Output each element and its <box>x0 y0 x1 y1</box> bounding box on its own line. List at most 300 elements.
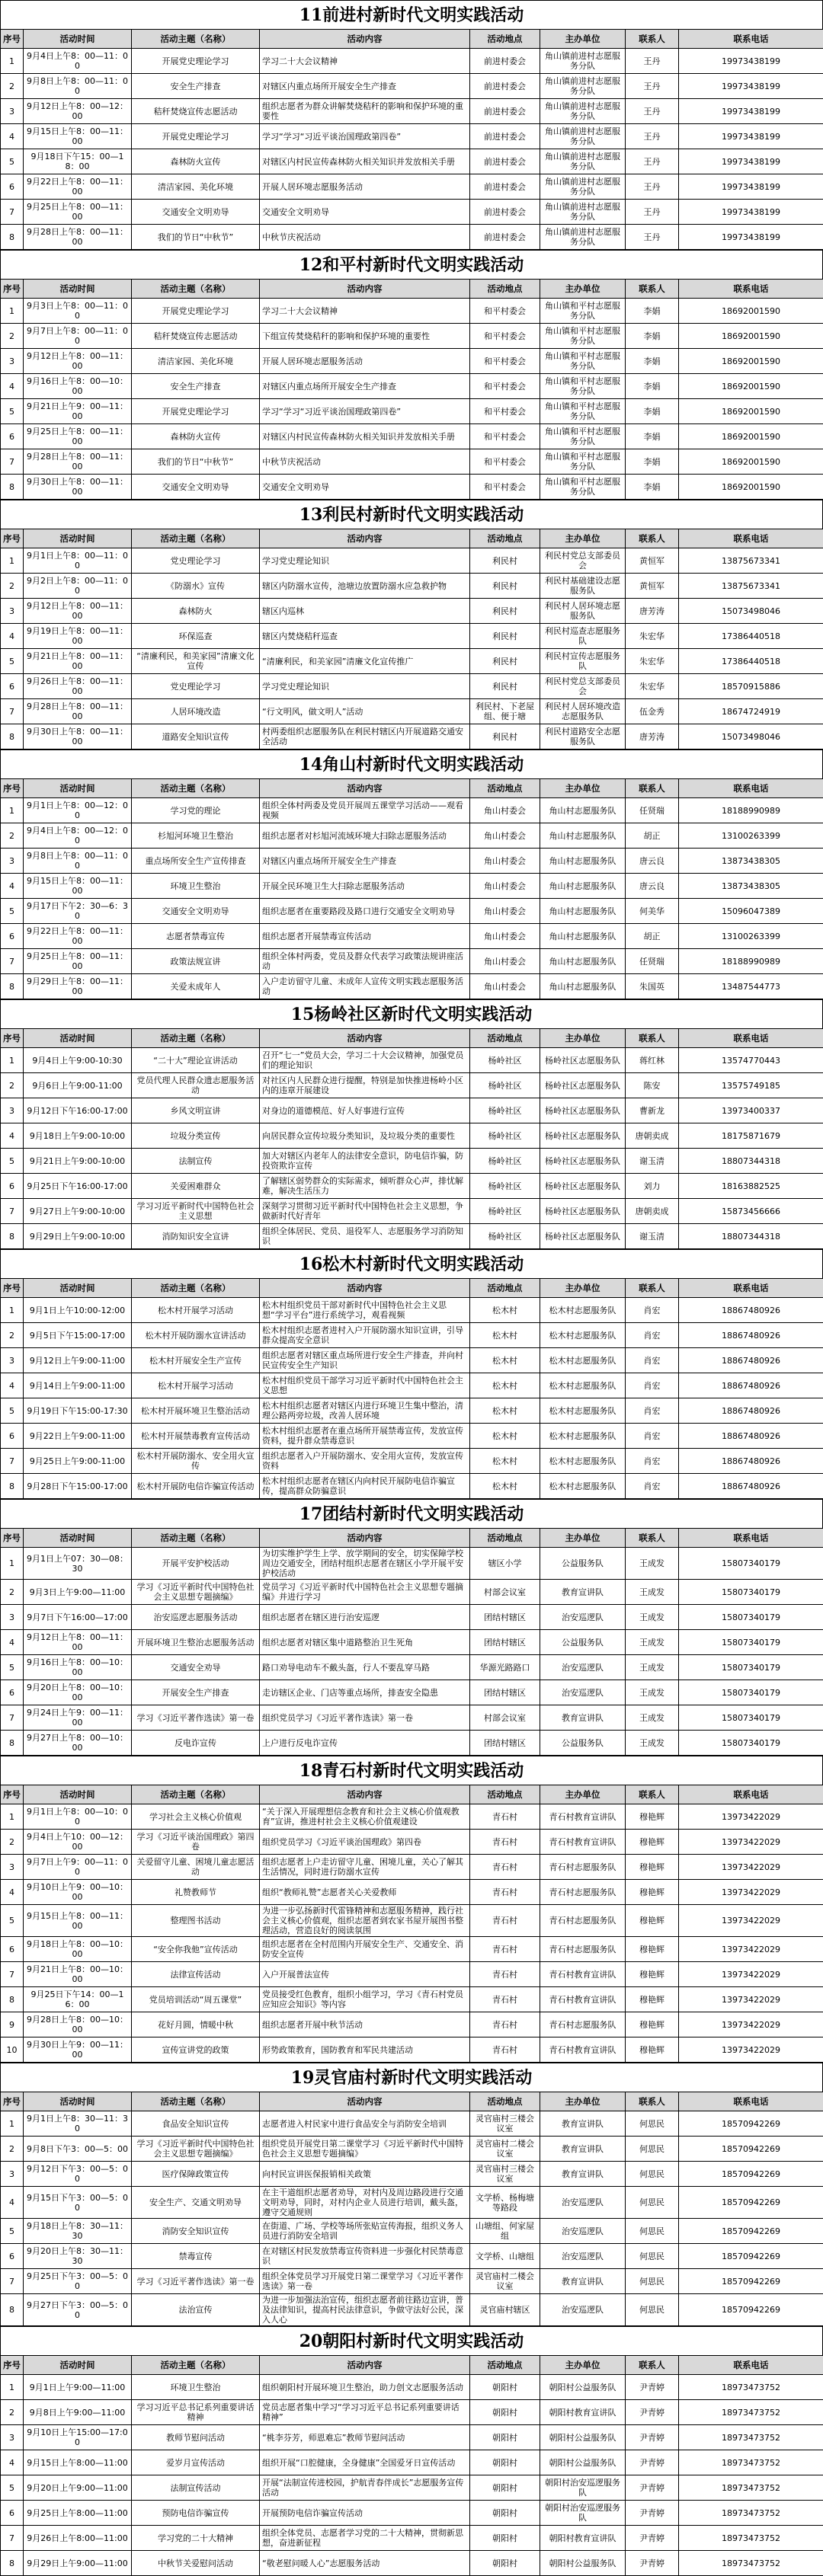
host-organization: 角山镇前进村志愿服务分队 <box>540 149 626 174</box>
activity-theme: 开展党史理论学习 <box>132 299 260 324</box>
activity-theme: 学习党的理论 <box>132 798 260 823</box>
activity-location: 团结村辖区 <box>470 1630 540 1655</box>
contact-person: 唐芳涛 <box>626 724 679 749</box>
host-organization: 治安巡逻队 <box>540 2244 626 2269</box>
activity-time: 9月18日下午15：00—18：00 <box>24 149 132 174</box>
contact-phone: 19973438199 <box>679 49 823 74</box>
activity-theme: 花好月圆，情暖中秋 <box>132 2012 260 2037</box>
schedule-table <box>0 1785 823 2063</box>
activity-time: 9月28日上午8：00—11：00 <box>24 225 132 250</box>
table-row <box>1 2244 823 2269</box>
activity-time: 9月3日上午8：00—11：00 <box>24 299 132 324</box>
section-title: 11前进村新时代文明实践活动 <box>0 0 823 29</box>
contact-person: 尹青婷 <box>626 2375 679 2400</box>
table-row <box>1 674 823 699</box>
table-row <box>1 2400 823 2425</box>
table-row <box>1 1449 823 1474</box>
activity-theme: 党员培训活动“周五课堂” <box>132 1987 260 2012</box>
table-row <box>1 649 823 674</box>
table-row <box>1 1987 823 2012</box>
host-organization: 治安巡逻队 <box>540 2294 626 2326</box>
row-number: 6 <box>1 424 24 449</box>
table-row <box>1 949 823 974</box>
activity-theme: 消防安全知识宣传 <box>132 2219 260 2244</box>
activity-location: 前进村委会 <box>470 149 540 174</box>
activity-location: 青石村 <box>470 1880 540 1905</box>
row-number: 1 <box>1 548 24 574</box>
contact-phone: 18692001590 <box>679 399 823 424</box>
row-number: 3 <box>1 1098 24 1123</box>
row-number: 4 <box>1 2187 24 2219</box>
contact-phone: 18973473752 <box>679 2425 823 2450</box>
contact-person: 谢玉清 <box>626 1149 679 1174</box>
row-number: 2 <box>1 823 24 849</box>
contact-phone: 13873438305 <box>679 849 823 874</box>
table-row <box>1 1605 823 1630</box>
activity-time: 9月19日上午8：00—11：00 <box>24 624 132 649</box>
activity-content: 组织朝阳村开展环境卫生整治，助力创文志愿服务活动 <box>260 2375 470 2400</box>
activity-content: 了解辖区弱势群众的实际需求，倾听群众心声，排忧解难，解决生活压力 <box>260 1174 470 1199</box>
activity-location: 灵官庙村三楼会议室 <box>470 2111 540 2137</box>
contact-person: 唐芳涛 <box>626 599 679 624</box>
contact-person: 尹青婷 <box>626 2551 679 2576</box>
activity-location: 角山村委会 <box>470 849 540 874</box>
activity-time: 9月28日下午15:00-17:00 <box>24 1474 132 1499</box>
column-header-row-number: 序号 <box>1 529 24 548</box>
row-number: 6 <box>1 1424 24 1449</box>
host-organization: 教育宣讲队 <box>540 1580 626 1605</box>
table-row <box>1 1323 823 1348</box>
activity-theme: 礼赞教师节 <box>132 1880 260 1905</box>
activity-location: 青石村 <box>470 1962 540 1987</box>
activity-time: 9月7日上午9：00—11：00 <box>24 1855 132 1880</box>
activity-theme: 我们的节日“中秋节” <box>132 225 260 250</box>
village-section <box>0 2326 823 2576</box>
table-row <box>1 1630 823 1655</box>
contact-phone: 18807344318 <box>679 1149 823 1174</box>
contact-person: 黄恒军 <box>626 574 679 599</box>
table-row <box>1 349 823 374</box>
activity-content: 为进一步加强法治宣传，组织志愿者前往路边宣讲，普及法律知识，提高村民法律意识，争做守法好公民，深入人心 <box>260 2294 470 2326</box>
activity-theme: 禁毒宣传 <box>132 2244 260 2269</box>
activity-time: 9月25日下午16:00-17:00 <box>24 1174 132 1199</box>
contact-phone: 18973473752 <box>679 2526 823 2551</box>
row-number: 6 <box>1 674 24 699</box>
host-organization: 利民村人居环境志愿服务队 <box>540 599 626 624</box>
activity-content: 加大对辖区内老年人的法律安全意识，防电信诈骗，防投资欺诈宣传 <box>260 1149 470 1174</box>
schedule-table <box>0 29 823 250</box>
contact-person: 尹青婷 <box>626 2475 679 2501</box>
contact-phone: 13973400337 <box>679 1098 823 1123</box>
activity-location: 朝阳村 <box>470 2526 540 2551</box>
contact-person: 李娟 <box>626 324 679 349</box>
host-organization: 松木村志愿服务队 <box>540 1424 626 1449</box>
contact-phone: 19973438199 <box>679 225 823 250</box>
activity-theme: 中秋节关爱慰问活动 <box>132 2551 260 2576</box>
host-organization: 松木村志愿服务队 <box>540 1373 626 1398</box>
activity-time: 9月22日上午9:00-11:00 <box>24 1424 132 1449</box>
activity-theme: 杉旭河环境卫生整治 <box>132 823 260 849</box>
activity-content: 在对辖区村民发放禁毒宣传资料进一步强化村民禁毒意识 <box>260 2244 470 2269</box>
row-number: 3 <box>1 349 24 374</box>
activity-content: 辖区内焚烧秸秆巡查 <box>260 624 470 649</box>
contact-phone: 18867480926 <box>679 1474 823 1499</box>
activity-content: 学习二十大会议精神 <box>260 49 470 74</box>
activity-location: 利民村 <box>470 674 540 699</box>
column-header-row-number: 序号 <box>1 280 24 299</box>
table-row <box>1 225 823 250</box>
contact-phone: 17386440518 <box>679 649 823 674</box>
activity-location: 松木村 <box>470 1298 540 1323</box>
contact-phone: 13973422029 <box>679 2012 823 2037</box>
activity-location: 利民村 <box>470 574 540 599</box>
contact-person: 李娟 <box>626 449 679 475</box>
activity-theme: 交通安全劝导 <box>132 1655 260 1680</box>
host-organization: 利民村基础建设志愿服务队 <box>540 574 626 599</box>
contact-person: 何思民 <box>626 2137 679 2162</box>
contact-phone: 15096047389 <box>679 899 823 924</box>
host-organization: 杨岭社区志愿服务队 <box>540 1199 626 1224</box>
table-row <box>1 699 823 724</box>
village-section <box>0 0 823 250</box>
contact-phone: 13100263399 <box>679 823 823 849</box>
activity-content: 辖区内巡林 <box>260 599 470 624</box>
activity-location: 青石村 <box>470 1830 540 1855</box>
activity-content: 组织志愿者上户走访留守儿童、困境儿童，关心了解其生活情况，同时进行防溺水宣传 <box>260 1855 470 1880</box>
table-row <box>1 1149 823 1174</box>
activity-theme: 反电诈宣传 <box>132 1731 260 1756</box>
activity-theme: “清廉利民，和美家园”清廉文化宣传 <box>132 649 260 674</box>
activity-content: 松木村组织志愿者在辖区内向村民开展防电信诈骗宣传，提高群众防骗意识 <box>260 1474 470 1499</box>
activity-theme: 食品安全知识宣传 <box>132 2111 260 2137</box>
contact-phone: 15873456666 <box>679 1199 823 1224</box>
contact-person: 尹青婷 <box>626 2450 679 2475</box>
column-header-host-organization: 主办单位 <box>540 30 626 49</box>
activity-time: 9月30日上午8：00—11：00 <box>24 475 132 500</box>
activity-location: 华源光路路口 <box>470 1655 540 1680</box>
activity-location: 利民村 <box>470 624 540 649</box>
activity-content: 开展“法制宣传进校园，护航青春伴成长”志愿服务宣传活动 <box>260 2475 470 2501</box>
activity-location: 朝阳村 <box>470 2551 540 2576</box>
table-row <box>1 1474 823 1499</box>
activity-content: 组织志愿者对辖区集中道路整治卫生死角 <box>260 1630 470 1655</box>
column-header-contact-phone: 联系电话 <box>679 779 823 798</box>
host-organization: 松木村志愿服务队 <box>540 1323 626 1348</box>
contact-person: 何思民 <box>626 2162 679 2187</box>
activity-theme: 党员代理人民群众遗志愿服务活动 <box>132 1073 260 1098</box>
table-row <box>1 1804 823 1830</box>
table-row <box>1 1348 823 1373</box>
host-organization: 青石村志愿服务队 <box>540 1937 626 1962</box>
contact-phone: 18570942269 <box>679 2137 823 2162</box>
activity-theme: 环保巡查 <box>132 624 260 649</box>
row-number: 9 <box>1 2012 24 2037</box>
activity-theme: 志愿者禁毒宣传 <box>132 924 260 949</box>
activity-location: 灵官庙村辖区 <box>470 2294 540 2326</box>
activity-content: 开展全民环境卫生大扫除志愿服务活动 <box>260 874 470 899</box>
activity-content: 交通安全文明劝导 <box>260 475 470 500</box>
activity-time: 9月18日上午8：30—11：30 <box>24 2219 132 2244</box>
host-organization: 角山镇前进村志愿服务分队 <box>540 200 626 225</box>
contact-person: 朱宏华 <box>626 649 679 674</box>
activity-location: 杨岭社区 <box>470 1149 540 1174</box>
contact-person: 肖宏 <box>626 1298 679 1323</box>
activity-time: 9月30日上午9：00—11：00 <box>24 2037 132 2063</box>
activity-location: 朝阳村 <box>470 2425 540 2450</box>
activity-location: 青石村 <box>470 1905 540 1937</box>
contact-phone: 18973473752 <box>679 2475 823 2501</box>
table-row <box>1 724 823 749</box>
activity-content: 中秋节庆祝活动 <box>260 225 470 250</box>
row-number: 8 <box>1 475 24 500</box>
column-header-host-organization: 主办单位 <box>540 2356 626 2375</box>
host-organization: 角山镇前进村志愿服务分队 <box>540 174 626 200</box>
contact-phone: 18570942269 <box>679 2219 823 2244</box>
host-organization: 朝阳村公益服务队 <box>540 2551 626 2576</box>
activity-location: 利民村 <box>470 649 540 674</box>
row-number: 2 <box>1 1830 24 1855</box>
activity-location: 和平村委会 <box>470 299 540 324</box>
host-organization: 松木村志愿服务队 <box>540 1398 626 1424</box>
column-header-activity-theme: 活动主题（名称） <box>132 1529 260 1548</box>
column-header-activity-theme: 活动主题（名称） <box>132 280 260 299</box>
column-header-activity-theme: 活动主题（名称） <box>132 2092 260 2111</box>
row-number: 2 <box>1 1580 24 1605</box>
host-organization: 治安巡逻队 <box>540 1605 626 1630</box>
contact-phone: 18570942269 <box>679 2187 823 2219</box>
activity-time: 9月17日下午2：30—6：30 <box>24 899 132 924</box>
column-header-row-number: 序号 <box>1 2356 24 2375</box>
activity-theme: 党史理论学习 <box>132 548 260 574</box>
activity-time: 9月1日上午10:00-12:00 <box>24 1298 132 1323</box>
contact-person: 刘力 <box>626 1174 679 1199</box>
activity-location: 文学桥、山塘组 <box>470 2244 540 2269</box>
contact-person: 王成发 <box>626 1705 679 1731</box>
table-row <box>1 624 823 649</box>
activity-content: 松木村组织志愿者对辖区内进行环境卫生集中整治，清理公路两旁垃圾，改善人居环境 <box>260 1398 470 1424</box>
row-number: 3 <box>1 1348 24 1373</box>
activity-location: 角山村委会 <box>470 924 540 949</box>
column-header-contact-person: 联系人 <box>626 280 679 299</box>
contact-phone: 18570942269 <box>679 2244 823 2269</box>
column-header-host-organization: 主办单位 <box>540 1785 626 1804</box>
column-header-activity-theme: 活动主题（名称） <box>132 1785 260 1804</box>
activity-content: 组织志愿者开展中秋节活动 <box>260 2012 470 2037</box>
contact-person: 肖宏 <box>626 1373 679 1398</box>
activity-content: 辖区内防溺水宣传，池塘边放置防溺水应急救护物 <box>260 574 470 599</box>
activity-theme: 森林防火宣传 <box>132 149 260 174</box>
activity-location: 和平村委会 <box>470 424 540 449</box>
activity-content: 松木村组织党员干部对新时代中国特色社会主义思想“学习平台”进行系统学习，观看视频 <box>260 1298 470 1323</box>
activity-location: 松木村 <box>470 1474 540 1499</box>
contact-phone: 13574770443 <box>679 1048 823 1073</box>
activity-location: 松木村 <box>470 1424 540 1449</box>
contact-person: 曹新龙 <box>626 1098 679 1123</box>
activity-time: 9月24日上午9：00—11：00 <box>24 1705 132 1731</box>
activity-content: 向村民宣讲医保报销相关政策 <box>260 2162 470 2187</box>
activity-theme: 松木村开展安全生产宣传 <box>132 1348 260 1373</box>
activity-content: 对辖区内村民宣传森林防火相关知识并发放相关手册 <box>260 149 470 174</box>
contact-person: 王丹 <box>626 149 679 174</box>
contact-phone: 13973422029 <box>679 1962 823 1987</box>
activity-content: 组织“教师礼赞”志愿者关心关爱教师 <box>260 1880 470 1905</box>
activity-theme: 乡风文明宣讲 <box>132 1098 260 1123</box>
table-row <box>1 599 823 624</box>
column-header-activity-location: 活动地点 <box>470 2356 540 2375</box>
section-title: 16松木村新时代文明实践活动 <box>0 1249 823 1278</box>
activity-location: 杨岭社区 <box>470 1174 540 1199</box>
contact-person: 朱国英 <box>626 974 679 999</box>
row-number: 1 <box>1 798 24 823</box>
host-organization: 角山村志愿服务队 <box>540 949 626 974</box>
table-row <box>1 1731 823 1756</box>
contact-phone: 18692001590 <box>679 475 823 500</box>
host-organization: 青石村教育宣讲队 <box>540 1830 626 1855</box>
table-row <box>1 574 823 599</box>
contact-person: 朱宏华 <box>626 674 679 699</box>
table-row <box>1 1224 823 1249</box>
contact-phone: 13973422029 <box>679 1855 823 1880</box>
contact-phone: 13873438305 <box>679 874 823 899</box>
contact-person: 肖宏 <box>626 1398 679 1424</box>
row-number: 8 <box>1 724 24 749</box>
activity-content: “清廉利民，和美家园”清廉文化宣传推广 <box>260 649 470 674</box>
activity-time: 9月25日下午3：00—5：00 <box>24 2269 132 2294</box>
activity-time: 9月15日上午8：00—11：00 <box>24 1905 132 1937</box>
column-header-activity-content: 活动内容 <box>260 2356 470 2375</box>
row-number: 5 <box>1 1149 24 1174</box>
activity-theme: 学习《习近平著作选读》第一卷 <box>132 1705 260 1731</box>
activity-time: 9月10日上午9：00—10：00 <box>24 1880 132 1905</box>
activity-time: 9月5日下午15:00-17:00 <box>24 1323 132 1348</box>
activity-content: “敬老慰问暖人心”志愿服务活动 <box>260 2551 470 2576</box>
table-row <box>1 424 823 449</box>
host-organization: 青石村教育宣讲队 <box>540 2037 626 2063</box>
host-organization: 利民村巡查志愿服务队 <box>540 624 626 649</box>
host-organization: 青石村志愿服务队 <box>540 1905 626 1937</box>
activity-content: 入户开展普法宣传 <box>260 1962 470 1987</box>
row-number: 4 <box>1 624 24 649</box>
row-number: 1 <box>1 2111 24 2137</box>
host-organization: 朝阳村治安巡逻服务队 <box>540 2501 626 2526</box>
activity-theme: 森林防火宣传 <box>132 424 260 449</box>
contact-phone: 18163882525 <box>679 1174 823 1199</box>
contact-person: 王丹 <box>626 174 679 200</box>
activity-time: 9月15日上午8：00—11：00 <box>24 124 132 149</box>
contact-phone: 18692001590 <box>679 349 823 374</box>
activity-theme: 秸秆焚烧宣传志愿活动 <box>132 99 260 124</box>
activity-theme: 关爱留守儿童、困境儿童志愿活动 <box>132 1855 260 1880</box>
row-number: 5 <box>1 149 24 174</box>
activity-location: 灵官庙村二楼会议室 <box>470 2269 540 2294</box>
activity-theme: 人居环境改造 <box>132 699 260 724</box>
contact-phone: 18570942269 <box>679 2111 823 2137</box>
activity-location: 角山村委会 <box>470 874 540 899</box>
activity-theme: 清洁家园、美化环境 <box>132 174 260 200</box>
contact-phone: 15807340179 <box>679 1548 823 1580</box>
table-row <box>1 798 823 823</box>
activity-content: 形势政策教育，国防教育和军民共建活动 <box>260 2037 470 2063</box>
column-header-activity-theme: 活动主题（名称） <box>132 1279 260 1298</box>
activity-content: 学习党史理论知识 <box>260 674 470 699</box>
activity-location: 和平村委会 <box>470 475 540 500</box>
host-organization: 杨岭社区志愿服务队 <box>540 1048 626 1073</box>
column-header-contact-person: 联系人 <box>626 2092 679 2111</box>
activity-time: 9月26日上午8：00—11：00 <box>24 674 132 699</box>
activity-theme: 松木村开展防溺水、安全用火宣传 <box>132 1449 260 1474</box>
host-organization: 杨岭社区志愿服务队 <box>540 1149 626 1174</box>
contact-phone: 18570915886 <box>679 674 823 699</box>
contact-person: 胡正 <box>626 823 679 849</box>
column-header-activity-content: 活动内容 <box>260 1529 470 1548</box>
table-row <box>1 1705 823 1731</box>
host-organization: 角山镇前进村志愿服务分队 <box>540 49 626 74</box>
row-number: 1 <box>1 1298 24 1323</box>
activity-location: 杨岭社区 <box>470 1098 540 1123</box>
activity-location: 青石村 <box>470 2037 540 2063</box>
schedule-table <box>0 1528 823 1756</box>
activity-theme: 秸秆焚烧宣传志愿活动 <box>132 324 260 349</box>
activity-content: 上户进行反电诈宣传 <box>260 1731 470 1756</box>
contact-phone: 15807340179 <box>679 1680 823 1705</box>
activity-theme: 法治宣传 <box>132 2294 260 2326</box>
activity-theme: 森林防火 <box>132 599 260 624</box>
section-title: 18青石村新时代文明实践活动 <box>0 1756 823 1785</box>
row-number: 5 <box>1 649 24 674</box>
column-header-activity-time: 活动时间 <box>24 1785 132 1804</box>
row-number: 7 <box>1 2269 24 2294</box>
activity-theme: 学习习近平新时代中国特色社会主义思想 <box>132 1199 260 1224</box>
contact-person: 李娟 <box>626 399 679 424</box>
contact-phone: 18867480926 <box>679 1348 823 1373</box>
table-row <box>1 2187 823 2219</box>
column-header-row-number: 序号 <box>1 30 24 49</box>
activity-location: 角山村委会 <box>470 899 540 924</box>
column-header-activity-location: 活动地点 <box>470 1529 540 1548</box>
host-organization: 教育宣讲队 <box>540 1705 626 1731</box>
row-number: 5 <box>1 2219 24 2244</box>
activity-time: 9月8日上午8：00—11：00 <box>24 849 132 874</box>
row-number: 2 <box>1 2400 24 2425</box>
activity-theme: 交通安全文明劝导 <box>132 200 260 225</box>
contact-person: 王丹 <box>626 200 679 225</box>
table-row <box>1 2450 823 2475</box>
column-header-contact-phone: 联系电话 <box>679 1785 823 1804</box>
activity-content: 对辖区内重点场所开展安全生产排查 <box>260 374 470 399</box>
column-header-activity-content: 活动内容 <box>260 2092 470 2111</box>
village-section <box>0 749 823 999</box>
activity-theme: 交通安全文明劝导 <box>132 899 260 924</box>
row-number: 3 <box>1 849 24 874</box>
row-number: 5 <box>1 899 24 924</box>
activity-time: 9月18日上午9:00-10:00 <box>24 1123 132 1149</box>
table-row <box>1 2551 823 2576</box>
column-header-activity-location: 活动地点 <box>470 30 540 49</box>
activity-time: 9月12日上午8：00—12：00 <box>24 99 132 124</box>
host-organization: 杨岭社区志愿服务队 <box>540 1098 626 1123</box>
activity-location: 前进村委会 <box>470 99 540 124</box>
table-row <box>1 1298 823 1323</box>
column-header-activity-time: 活动时间 <box>24 280 132 299</box>
contact-person: 尹青婷 <box>626 2425 679 2450</box>
host-organization: 青石村教育宣讲队 <box>540 1987 626 2012</box>
activity-location: 山塘组、何家屋组 <box>470 2219 540 2244</box>
activity-content: 下组宣传焚烧秸秆的影响和保护环境的重要性 <box>260 324 470 349</box>
row-number: 7 <box>1 1449 24 1474</box>
contact-phone: 18973473752 <box>679 2375 823 2400</box>
section-title: 20朝阳村新时代文明实践活动 <box>0 2326 823 2355</box>
contact-person: 朱宏华 <box>626 624 679 649</box>
